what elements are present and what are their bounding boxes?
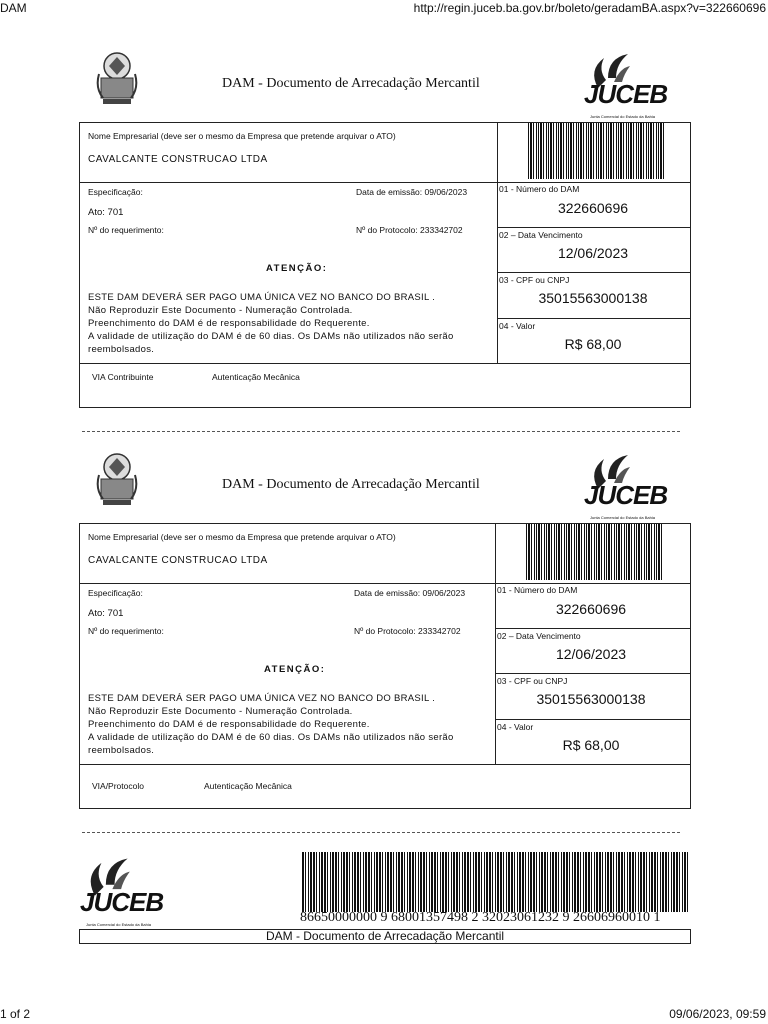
payment-barcode [302,852,688,912]
bottom-dam-title: DAM - Documento de Arrecadação Mercantil [79,929,691,944]
juceb-wordmark: JUCEB [584,480,668,510]
numero-dam-value: 322660696 [555,601,627,617]
nome-empresarial-label: Nome Empresarial (deve ser o mesmo da Empresa que pretende arquivar o ATO) [88,532,396,542]
valor-label: 04 - Valor [497,722,534,732]
requerimento-label: Nº do requerimento: [88,225,164,235]
juceb-wordmark: JUCEB [584,79,668,109]
dam-title: DAM - Documento de Arrecadação Mercantil [222,477,480,492]
requerimento-label: Nº do requerimento: [88,626,164,636]
ato: Ato: 701 [88,207,124,218]
nome-empresarial-value: CAVALCANTE CONSTRUCAO LTDA [88,555,268,566]
cpf-cnpj-value: 35015563000138 [536,691,646,707]
numero-dam-value: 322660696 [557,200,629,216]
juceb-logo [584,48,674,120]
dam-barcode [526,524,664,580]
juceb-logo [80,852,170,928]
linha-digitavel: 86650000000 9 68001357498 2 32023061232 9 26606960010 1 [300,910,661,925]
autenticacao-label: Autenticação Mecânica [204,781,292,791]
especificacao-label: Especificação: [88,187,143,197]
especificacao-label: Especificação: [88,588,143,598]
page-url[interactable]: http://regin.juceb.ba.gov.br/boleto/geradamBA.aspx?v=322660696 [413,1,766,15]
data-emissao: Data de emissão: 09/06/2023 [354,588,466,598]
autenticacao-label: Autenticação Mecânica [212,372,300,382]
cut-line [82,832,680,833]
numero-dam-label: 01 - Número do DAM [497,585,578,595]
juceb-subtitle: Junta Comercial do Estado da Bahia [590,515,655,520]
data-emissao: Data de emissão: 09/06/2023 [356,187,468,197]
dam-form-box [79,122,691,408]
print-datetime: 09/06/2023, 09:59 [669,1007,766,1021]
juceb-wordmark: JUCEB [80,887,164,917]
vencimento-value: 12/06/2023 [555,646,627,662]
protocolo: Nº do Protocolo: 233342702 [356,225,463,235]
via-label: VIA Contribuinte [92,372,154,382]
page-number: 1 of 2 [0,1007,31,1021]
juceb-logo [584,449,674,521]
atencao-message: ESTE DAM DEVERÁ SER PAGO UMA ÚNICA VEZ NO BANCO DO BRASIL . Não Reproduzir Este Documento - Numeração Controlada. Preenchimento do DAM é de responsabilidade do Requerente. A validade de utilização do DAM é de 60 dias. Os DAMs não utilizados não serão reembolsados. [88,292,454,355]
cpf-cnpj-value: 35015563000138 [538,290,648,306]
protocolo: Nº do Protocolo: 233342702 [354,626,461,636]
dam-form-box [79,523,691,809]
nome-empresarial-value: CAVALCANTE CONSTRUCAO LTDA [88,154,268,165]
page-title: DAM [0,1,27,15]
cut-line [82,431,680,432]
juceb-subtitle: Junta Comercial do Estado da Bahia [86,922,151,927]
state-coat-of-arms-icon [93,445,141,509]
vencimento-label: 02 – Data Vencimento [497,631,581,641]
ato: Ato: 701 [88,608,124,619]
cpf-cnpj-label: 03 - CPF ou CNPJ [499,275,570,285]
juceb-subtitle: Junta Comercial do Estado da Bahia [590,114,655,119]
cpf-cnpj-label: 03 - CPF ou CNPJ [497,676,568,686]
atencao-heading: ATENÇÃO: [266,263,328,274]
via-label: VIA/Protocolo [92,781,144,791]
dam-title: DAM - Documento de Arrecadação Mercantil [222,76,480,91]
state-coat-of-arms-icon [93,44,141,108]
valor-value: R$ 68,00 [562,737,620,753]
vencimento-label: 02 – Data Vencimento [499,230,583,240]
numero-dam-label: 01 - Número do DAM [499,184,580,194]
vencimento-value: 12/06/2023 [557,245,629,261]
nome-empresarial-label: Nome Empresarial (deve ser o mesmo da Empresa que pretende arquivar o ATO) [88,131,396,141]
atencao-message: ESTE DAM DEVERÁ SER PAGO UMA ÚNICA VEZ NO BANCO DO BRASIL . Não Reproduzir Este Documento - Numeração Controlada. Preenchimento do DAM é de responsabilidade do Requerente. A validade de utilização do DAM é de 60 dias. Os DAMs não utilizados não serão reembolsados. [88,693,454,756]
atencao-heading: ATENÇÃO: [264,664,326,675]
dam-barcode [528,123,666,179]
valor-value: R$ 68,00 [564,336,622,352]
valor-label: 04 - Valor [499,321,536,331]
